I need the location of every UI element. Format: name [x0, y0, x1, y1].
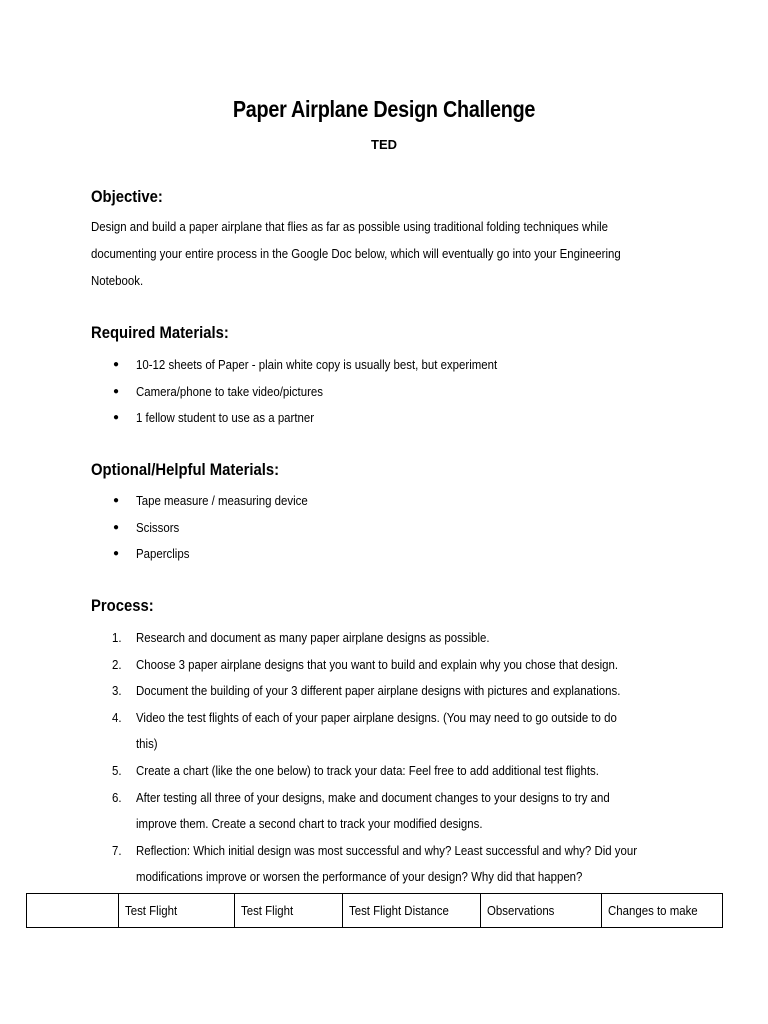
bullet-icon: ●: [113, 495, 120, 506]
list-item: 3. Document the building of your 3 different paper airplane designs with pictures and explanations.: [112, 683, 621, 699]
bullet-icon: ●: [113, 412, 120, 424]
objective-line: Design and build a paper airplane that flies as far as possible using traditional folding techniques while: [91, 219, 609, 234]
bullet-icon: ●: [113, 385, 120, 397]
list-item: 1. Research and document as many paper airplane designs as possible.: [112, 630, 490, 645]
list-item: ● Camera/phone to take video/pictures: [91, 379, 546, 406]
bullet-icon: ●: [113, 521, 120, 533]
table-header-cell: [27, 894, 119, 928]
table-header-cell: Test Flight: [119, 894, 235, 928]
page-title: Paper Airplane Design Challenge: [232, 96, 536, 122]
list-item: 6. After testing all three of your designs, make and document changes to your designs to try and improve them. Create a second chart to track your modified designs.: [112, 789, 610, 832]
list-item: ● Tape measure / measuring device: [91, 488, 331, 515]
list-item: ● 10-12 sheets of Paper - plain white copy is usually best, but experiment: [91, 352, 546, 379]
process-heading: Process:: [91, 597, 154, 615]
bullet-icon: ●: [113, 359, 120, 370]
optional-materials-list: [91, 488, 331, 568]
list-item: ● Scissors: [91, 515, 331, 542]
test-flight-table: [26, 893, 723, 928]
optional-materials-heading: Optional/Helpful Materials:: [91, 461, 280, 479]
objective-heading: Objective:: [91, 188, 163, 206]
objective-paragraph: [91, 213, 698, 294]
objective-line: Notebook.: [91, 273, 144, 288]
table-header-cell: Observations: [481, 894, 602, 928]
list-item: ● Paperclips: [91, 541, 331, 568]
page-subtitle: TED: [371, 137, 397, 152]
list-item: 2. Choose 3 paper airplane designs that you want to build and explain why you chose that design.: [112, 656, 619, 672]
table-header-cell: Test Flight Distance: [343, 894, 481, 928]
required-materials-heading: Required Materials:: [91, 324, 229, 342]
process-steps-list: [91, 625, 768, 891]
table-row: [27, 894, 723, 928]
list-item: 7. Reflection: Which initial design was most successful and why? Least successful and why? Did your modifications improve or worsen the performance of your design? Why did that happen?: [112, 842, 638, 885]
table-header-cell: Test Flight: [235, 894, 343, 928]
list-item: 4. Video the test flights of each of your paper airplane designs. (You may need to go outside to do this): [112, 709, 617, 752]
list-item: ● 1 fellow student to use as a partner: [91, 405, 546, 432]
required-materials-list: [91, 352, 546, 432]
objective-line: documenting your entire process in the Google Doc below, which will eventually go into your Engineering: [91, 246, 621, 261]
bullet-icon: ●: [113, 548, 120, 560]
table-header-cell: Changes to make: [602, 894, 723, 928]
list-item: 5. Create a chart (like the one below) to track your data: Feel free to add additional test flights.: [112, 762, 599, 778]
